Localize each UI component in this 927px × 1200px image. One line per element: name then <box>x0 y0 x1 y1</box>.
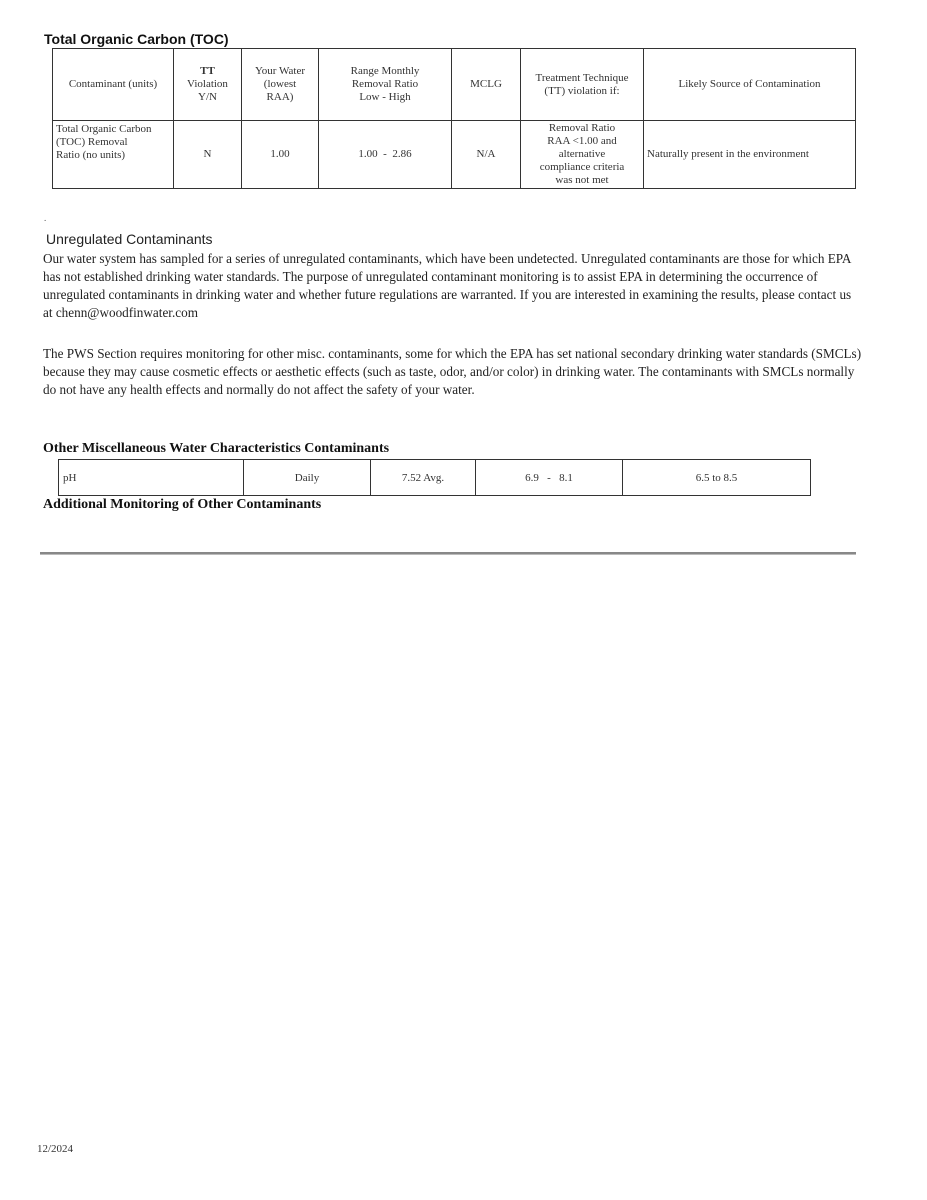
cell-contaminant-l2: (TOC) Removal <box>56 136 128 148</box>
header-tt-violation-l2: Violation <box>187 78 228 90</box>
cell-tt-if-l3: alternative <box>558 148 606 160</box>
header-your-water-l2: (lowest <box>263 78 297 90</box>
footer-date: 12/2024 <box>37 1143 74 1155</box>
cell-tt-if-l4: compliance criteria <box>539 161 625 173</box>
misc-cell-frequency: Daily <box>244 460 371 496</box>
cell-tt-if-l5: was not met <box>555 174 609 186</box>
toc-data-row <box>53 121 856 189</box>
header-your-water-l1: Your Water <box>254 65 306 77</box>
cell-your-water: 1.00 <box>242 121 319 189</box>
misc-cell-range: 6.9 - 8.1 <box>476 460 623 496</box>
cell-contaminant-l3: Ratio (no units) <box>56 149 126 161</box>
misc-cell-standard: 6.5 to 8.5 <box>623 460 811 496</box>
header-your-water <box>242 49 319 121</box>
header-mclg: MCLG <box>452 49 521 121</box>
cell-source: Naturally present in the environment <box>644 121 856 189</box>
cell-range: 1.00 - 2.86 <box>319 121 452 189</box>
header-tt-violation-l1: TT <box>200 65 215 77</box>
header-tt-violation <box>174 49 242 121</box>
header-tt-if <box>521 49 644 121</box>
cell-contaminant <box>53 121 174 189</box>
stray-dot: . <box>44 213 47 223</box>
header-range-l2: Removal Ratio <box>351 78 419 90</box>
misc-cell-name: pH <box>59 460 244 496</box>
header-tt-if-l2: (TT) violation if: <box>544 84 620 97</box>
cell-tt-violation: N <box>174 121 242 189</box>
cell-mclg: N/A <box>452 121 521 189</box>
header-tt-violation-l3: Y/N <box>198 91 217 103</box>
unregulated-heading: Unregulated Contaminants <box>46 231 213 247</box>
header-range-l1: Range Monthly <box>350 65 420 77</box>
toc-table <box>52 48 856 189</box>
misc-section-title: Other Miscellaneous Water Characteristics Contaminants <box>43 441 390 456</box>
header-your-water-l3: RAA) <box>266 91 294 103</box>
toc-section-title: Total Organic Carbon (TOC) <box>44 31 229 47</box>
cell-contaminant-l1: Total Organic Carbon <box>56 123 152 135</box>
misc-cell-value: 7.52 Avg. <box>371 460 476 496</box>
toc-header-row <box>53 49 856 121</box>
horizontal-rule <box>40 552 856 555</box>
cell-tt-if <box>521 121 644 189</box>
header-range <box>319 49 452 121</box>
header-source: Likely Source of Contamination <box>644 49 856 121</box>
cell-tt-if-l1: Removal Ratio <box>548 122 616 134</box>
unregulated-paragraph: Our water system has sampled for a series of unregulated contaminants, which have been undetected. Unregulated contaminants are those for which EPA has not established drinking water standards. The purpose of unregulated contaminant monitoring is to assist EPA in determining the occurrence of unregulated contaminants in drinking water and whether future regulations are warranted. If you are interested in examining the results, please contact us at chenn@woodfinwater.com <box>43 251 852 320</box>
header-range-l3: Low - High <box>359 91 411 103</box>
misc-row <box>59 460 811 496</box>
header-contaminant: Contaminant (units) <box>53 49 174 121</box>
additional-section-title: Additional Monitoring of Other Contaminants <box>43 497 322 512</box>
header-tt-if-l1: Treatment Technique <box>535 71 629 84</box>
misc-table <box>58 459 811 496</box>
cell-tt-if-l2: RAA <1.00 and <box>547 135 617 147</box>
pws-paragraph: The PWS Section requires monitoring for other misc. contaminants, some for which the EPA has set national secondary drinking water standards (SMCLs) because they may cause cosmetic effects or aesthetic effects (such as taste, odor, and/or color) in drinking water. The contaminants with SMCLs normally do not have any health effects and normally do not affect the safety of your water. <box>43 346 862 397</box>
